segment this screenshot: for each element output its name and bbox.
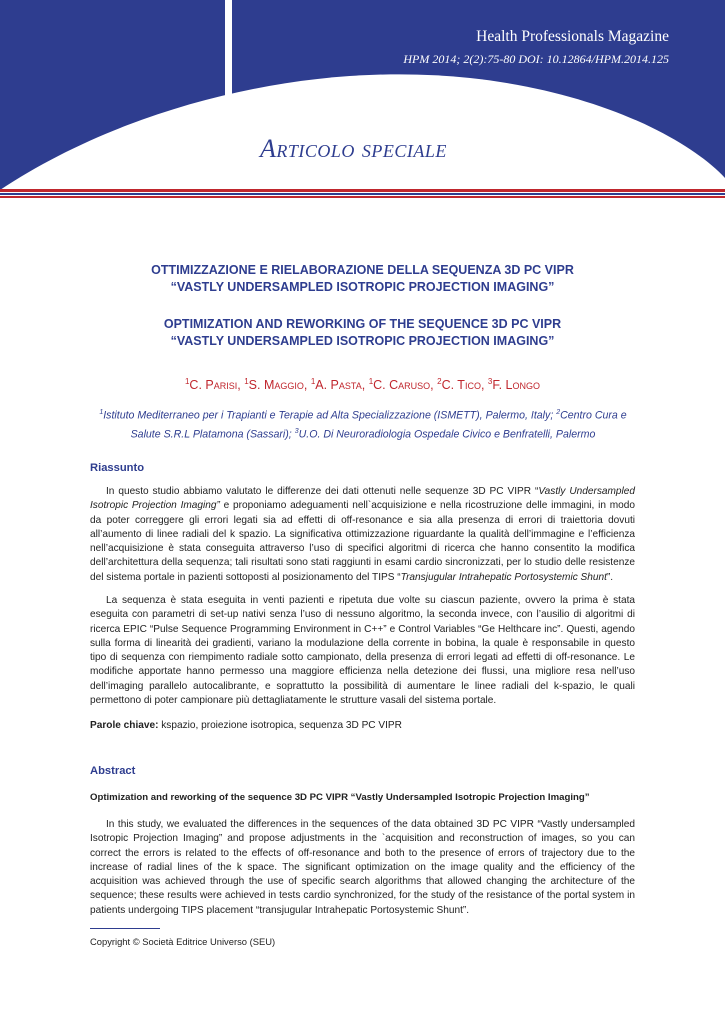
author-name: A. Pasta [315, 378, 362, 393]
affil-sup: 1 [99, 409, 104, 416]
text-run: e proponiamo adeguamenti nell`acquisizione e nella ricostruzione delle immagini, in modo da poter correggere gli errori legati sia ad effetti di off-resonance e sia alla presenza di errori di traiettoria dovuti all’aumento di linee radiali del k spazio. La significativa ottimizzazione riguardante la qualità dell’immagine e l’efficienza nell’acquisizione è stata conseguita attraverso l’uso di specifici algoritmi di ricerca che hanno consentito la modifica dell’architettura della sequenza; tali risultati sono stati raggiunti in esami cardio sincronizzati, per lo studio delle resistenze del sistema portale in pazienti sottoposti al posizionamento del TIPS “ [90, 500, 635, 583]
title-english [60, 316, 665, 350]
title-italian-line2: “VASTLY UNDERSAMPLED ISOTROPIC PROJECTION IMAGING” [170, 280, 555, 294]
text-run: ”. [606, 571, 614, 583]
header-red-rule-top [0, 189, 725, 192]
affiliation-3: U.O. Di Neuroradiologia Ospedale Civico e Benfratelli, Palermo [298, 428, 596, 441]
affiliation-1: Istituto Mediterraneo per i Trapianti e Terapie ad Alta Specializzazione (ISMETT), Palermo, Italy; [103, 409, 557, 422]
text-run-italic: Transjugular Intrahepatic Portosystemic Shunt [400, 571, 607, 583]
affiliation-2: Centro Cura e Salute S.R.L Platamona (Sassari); [130, 409, 627, 441]
keywords [90, 720, 402, 731]
text-run-italic: Vastly Undersampled Isotropic Projection Imaging” [90, 486, 635, 512]
journal-name: Health Professionals Magazine [476, 28, 669, 45]
header-red-rule-bottom [0, 196, 725, 198]
riassunto-paragraph-2: La sequenza è stata eseguita in venti pazienti e ripetuta due volte su ciascun paziente, ovvero la prima è stata eseguita con parametri di set-up nativi senza l’uso di nessuno algoritmo, la seconda invece, con l’ausilio di algoritmi di ricerca EPIC “Pulse Sequence Programming Environment in C++” e Control Variables “Ge Helthcare inc”. Questi, agendo sulla forma di linearità dei gradienti, variano la modulazione della corrente in bobina, la quale è responsabile in questo tipo di sequenza con riempimento radiale sotto campionato, della presenza di errori legati ad effetti di off-resonance. Le modifiche apportate hanno permesso una maggiore efficienza nella detezione dei flussi, una migliore resa nell’uso dell’imaging parallelo autocalibrante, e soprattutto la possibilità di aumentare le linee radiali del k-spazio, le quali permettono di poter campionare più dettagliatamente le strutture vasali del sistema portale. [90, 595, 635, 707]
author-sup: 1 [368, 377, 374, 386]
title-italian-line1: OTTIMIZZAZIONE E RIELABORAZIONE DELLA SEQUENZA 3D PC VIPR [151, 263, 574, 277]
author-sup: 2 [437, 377, 442, 386]
text-run: In questo studio abbiamo valutato le differenze dei dati ottenuti nelle sequenze 3D PC VIPR “ [106, 486, 539, 497]
keywords-text: kspazio, proiezione isotropica, sequenza 3D PC VIPR [158, 720, 402, 731]
author-sup: 1 [244, 377, 249, 386]
keywords-label: Parole chiave: [90, 720, 159, 731]
abstract-subtitle: Optimization and reworking of the sequence 3D PC VIPR “Vastly Undersampled Isotropic Projection Imaging” [90, 792, 590, 803]
citation-line: HPM 2014; 2(2):75-80 DOI: 10.12864/HPM.2014.125 [403, 52, 669, 66]
riassunto-paragraph-1 [90, 485, 635, 585]
author-sup: 1 [310, 377, 316, 386]
header-blue-rule [0, 193, 725, 195]
affiliations [88, 405, 638, 442]
author-name: C. Tico [441, 378, 481, 393]
author-list: $^1$C. Parisi, $^1$S. Maggio, $^1$A. Pasta, $^1$C. Caruso, $^2$C. Tico, $^3$F. Longo [184, 377, 541, 393]
abstract-paragraph: In this study, we evaluated the differences in the sequences of the data obtained 3D PC VIPR “Vastly undersampled Isotropic Projection Imaging” and propose adjustments in the `acquisition and reconstruction of images, so you can correct the errors is related to the effects of off-resonance and both to the presence of errors of trajectory due to the increase of radial lines of the k space. The significant optimization on the image quality and the efficiency of the acquisition was achieved through the use of specific search algorithms that allowed changing the architecture of the sequence; these results were achieved in tests cardio synchronized, for the study of the resistance of the portal system in patients undergoing TIPS placement “transjugular Intrahepatic Portosystemic Shunt”. [90, 819, 635, 916]
footer-rule [90, 928, 160, 929]
author-name: F. Longo [492, 378, 541, 393]
title-italian [60, 262, 665, 296]
abstract-heading: Abstract [90, 765, 136, 777]
affil-sup: 3 [294, 427, 299, 435]
title-english-line1: OPTIMIZATION AND REWORKING OF THE SEQUENCE 3D PC VIPR [163, 317, 562, 331]
author-name: C. Parisi [189, 378, 238, 393]
author-name: S. Maggio [248, 378, 304, 393]
author-sup: 1 [184, 377, 190, 386]
copyright: Copyright © Società Editrice Universo (SEU) [90, 936, 276, 947]
title-english-line2: “VASTLY UNDERSAMPLED ISOTROPIC PROJECTION IMAGING” [170, 334, 555, 348]
riassunto-heading: Riassunto [90, 462, 145, 474]
affil-sup: 2 [556, 409, 561, 416]
author-sup: 3 [487, 377, 493, 386]
section-type: Articolo speciale [260, 134, 447, 163]
author-name: C. Caruso [373, 378, 431, 393]
